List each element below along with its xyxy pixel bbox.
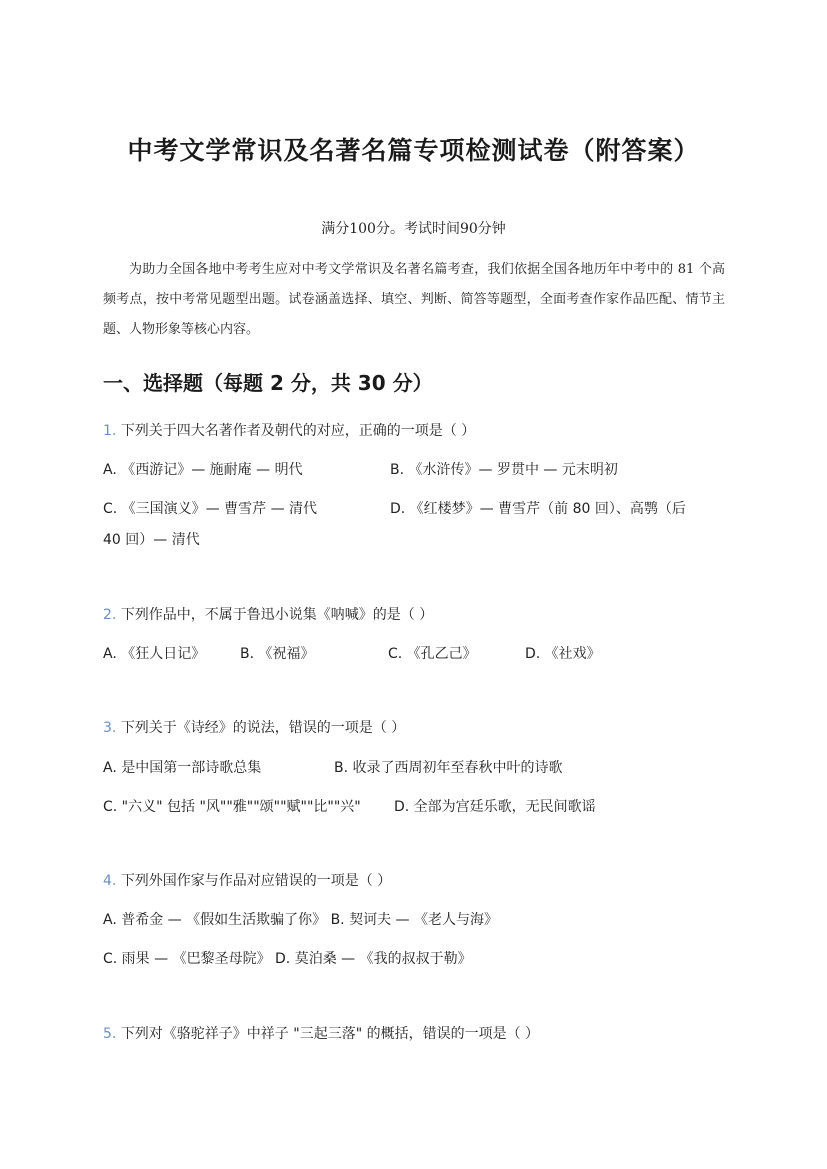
question-stem: 下列外国作家与作品对应错误的一项是（ ） [120, 873, 392, 889]
question-3 [103, 717, 405, 737]
option-d-continued: 40 回）— 清代 [103, 532, 200, 548]
question-number: 1. [103, 423, 117, 439]
options-c-d: C. 雨果 — 《巴黎圣母院》 D. 莫泊桑 — 《我的叔叔于勒》 [103, 951, 472, 967]
option-c: C. "六义" 包括 "风""雅""颂""赋""比""兴" [103, 799, 361, 815]
question-4 [103, 870, 391, 890]
option-d: D. 《红楼梦》— 曹雪芹（前 80 回）、高鹗（后 [390, 501, 686, 517]
intro-paragraph: 为助力全国各地中考考生应对中考文学常识及名著名篇考查，我们依据全国各地历年中考中的 81 个高频考点，按中考常见题型出题。试卷涵盖选择、填空、判断、简答等题型，全面考查作家作品匹配、情节主题、人物形象等核心内容。 [103, 262, 725, 337]
option-a: A. 是中国第一部诗歌总集 [103, 760, 262, 776]
option-b: B. 《祝福》 [240, 646, 315, 662]
question-stem: 下列关于《诗经》的说法，错误的一项是（ ） [120, 720, 406, 736]
question-stem: 下列关于四大名著作者及朝代的对应，正确的一项是（ ） [120, 423, 476, 439]
page-title: 中考文学常识及名著名篇专项检测试卷（附答案） [127, 136, 700, 165]
option-d: D. 全部为宫廷乐歌，无民间歌谣 [394, 799, 596, 815]
exam-info: 满分100分。考试时间90分钟 [321, 221, 506, 237]
options-a-b: A. 普希金 — 《假如生活欺骗了你》 B. 契诃夫 — 《老人与海》 [103, 912, 498, 928]
option-a: A. 《西游记》— 施耐庵 — 明代 [103, 462, 303, 478]
option-a: A. 《狂人日记》 [103, 646, 206, 662]
question-5 [103, 1023, 539, 1043]
question-number: 3. [103, 720, 117, 736]
option-b: B. 收录了西周初年至春秋中叶的诗歌 [334, 760, 563, 776]
question-number: 5. [103, 1026, 117, 1042]
question-1 [103, 420, 475, 440]
question-number: 4. [103, 873, 117, 889]
option-c: C. 《孔乙己》 [388, 646, 477, 662]
section-heading: 一、选择题（每题 2 分，共 30 分） [103, 371, 433, 395]
question-stem: 下列作品中，不属于鲁迅小说集《呐喊》的是（ ） [120, 607, 434, 623]
option-b: B. 《水浒传》— 罗贯中 — 元末明初 [390, 462, 618, 478]
option-c: C. 《三国演义》— 曹雪芹 — 清代 [103, 501, 318, 517]
question-number: 2. [103, 607, 117, 623]
question-2 [103, 604, 433, 624]
question-stem: 下列对《骆驼祥子》中祥子 "三起三落" 的概括，错误的一项是（ ） [120, 1026, 540, 1042]
option-d: D. 《社戏》 [525, 646, 601, 662]
